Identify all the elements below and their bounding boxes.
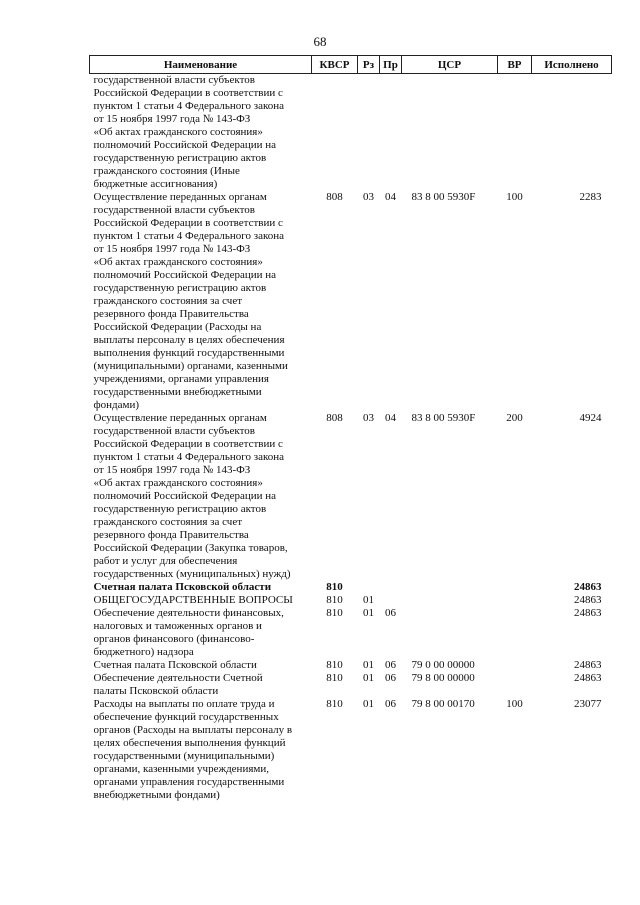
row-amount: 4924 <box>579 412 602 424</box>
row-csr: 79 0 00 00000 <box>411 659 475 671</box>
row-kvsr: 810 <box>326 607 343 619</box>
table-row <box>90 672 612 698</box>
row-amount: 24863 <box>574 659 602 671</box>
budget-table <box>89 55 612 802</box>
row-pr: 06 <box>385 672 396 684</box>
header-pr: Пр <box>380 56 402 74</box>
header-rz: Рз <box>358 56 380 74</box>
row-vr <box>498 594 532 607</box>
table-row <box>90 698 612 802</box>
row-name: Обеспечение деятельности Счетной палаты Псковской области <box>93 672 263 697</box>
header-csr: ЦСР <box>402 56 498 74</box>
row-vr <box>498 607 532 659</box>
row-name: Осуществление переданных органам государственной власти субъектов Российской Федерации в соответствии с пунктом 1 статьи 4 Федерального закона от 15 ноября 1997 года № 143-ФЗ «Об актах гражданского состояния» полномочий Российской Федерации на государственную регистрацию актов гражданского состояния за счет резервного фонда Правительства Российской Федерации (Закупка товаров, работ и услуг для обеспечения государственных (муниципальных) нужд) <box>93 412 291 580</box>
row-rz: 01 <box>363 607 374 619</box>
row-pr <box>380 594 402 607</box>
table-row <box>90 607 612 659</box>
row-pr: 04 <box>385 412 396 424</box>
row-vr <box>498 672 532 698</box>
row-kvsr: 810 <box>326 581 343 593</box>
row-csr <box>402 74 498 192</box>
table-row <box>90 191 612 412</box>
row-kvsr: 808 <box>326 191 343 203</box>
row-csr <box>402 594 498 607</box>
row-amount: 24863 <box>574 607 602 619</box>
row-rz: 01 <box>363 659 374 671</box>
row-kvsr: 810 <box>326 594 343 606</box>
row-csr <box>402 581 498 594</box>
row-vr: 100 <box>506 191 523 203</box>
header-name: Наименование <box>90 56 312 74</box>
row-csr: 83 8 00 5930F <box>411 191 476 203</box>
row-csr: 83 8 00 5930F <box>411 412 476 424</box>
row-kvsr <box>312 74 358 192</box>
row-pr: 06 <box>385 659 396 671</box>
row-vr <box>498 659 532 672</box>
row-rz <box>358 74 380 192</box>
row-rz: 03 <box>363 412 374 424</box>
row-vr: 100 <box>506 698 523 710</box>
row-vr <box>498 581 532 594</box>
table-row <box>90 74 612 192</box>
row-rz: 01 <box>363 594 374 606</box>
table-row <box>90 659 612 672</box>
row-rz: 01 <box>363 672 374 684</box>
row-name: Расходы на выплаты по оплате труда и обеспечение функций государственных органов (Расходы на выплаты персоналу в целях обеспечения выполнения функций государственными (муниципальными) органами, казенными учреждениями, органами управления государственными внебюджетными фондами) <box>93 698 293 801</box>
table-row <box>90 594 612 607</box>
row-name: ОБЩЕГОСУДАРСТВЕННЫЕ ВОПРОСЫ <box>93 594 293 606</box>
row-kvsr: 810 <box>326 698 343 710</box>
row-csr <box>402 607 498 659</box>
header-amount: Исполнено <box>532 56 612 74</box>
row-pr <box>380 581 402 594</box>
header-kvsr: КВСР <box>312 56 358 74</box>
table-row <box>90 581 612 594</box>
table-row <box>90 412 612 581</box>
row-kvsr: 808 <box>326 412 343 424</box>
row-name: Осуществление переданных органам государственной власти субъектов Российской Федерации в соответствии с пунктом 1 статьи 4 Федерального закона от 15 ноября 1997 года № 143-ФЗ «Об актах гражданского состояния» полномочий Российской Федерации на государственную регистрацию актов гражданского состояния за счет резервного фонда Правительства Российской Федерации (Расходы на выплаты персоналу в целях обеспечения выполнения функций государственными (муниципальными) органами, казенными учреждениями, органами управления государственными внебюджетными фондами) <box>93 191 288 411</box>
row-csr: 79 8 00 00000 <box>411 672 475 684</box>
row-pr: 06 <box>385 698 396 710</box>
row-amount: 2283 <box>579 191 602 203</box>
row-vr <box>498 74 532 192</box>
row-amount: 24863 <box>574 581 602 593</box>
row-rz <box>358 581 380 594</box>
row-amount: 24863 <box>574 594 602 606</box>
row-amount: 24863 <box>574 672 602 684</box>
row-rz: 01 <box>363 698 374 710</box>
row-kvsr: 810 <box>326 659 343 671</box>
row-name: Счетная палата Псковской области <box>93 659 257 671</box>
row-name: государственной власти субъектов Российской Федерации в соответствии с пунктом 1 статьи 4 Федерального закона от 15 ноября 1997 года № 143-ФЗ «Об актах гражданского состояния» полномочий Российской Федерации на государственную регистрацию актов гражданского состояния (Иные бюджетные ассигнования) <box>93 74 285 190</box>
row-pr <box>380 74 402 192</box>
page-number: 68 <box>313 34 327 49</box>
row-pr: 06 <box>385 607 396 619</box>
row-pr: 04 <box>385 191 396 203</box>
row-vr: 200 <box>506 412 523 424</box>
header-vr: ВР <box>498 56 532 74</box>
row-amount <box>532 74 612 192</box>
row-rz: 03 <box>363 191 374 203</box>
row-kvsr: 810 <box>326 672 343 684</box>
table-header-row <box>90 56 612 74</box>
row-name: Счетная палата Псковской области <box>93 581 272 593</box>
row-amount: 23077 <box>574 698 602 710</box>
row-name: Обеспечение деятельности финансовых, налоговых и таможенных органов и органов финансового (финансово- бюджетного) надзора <box>93 607 284 658</box>
row-csr: 79 8 00 00170 <box>411 698 475 710</box>
